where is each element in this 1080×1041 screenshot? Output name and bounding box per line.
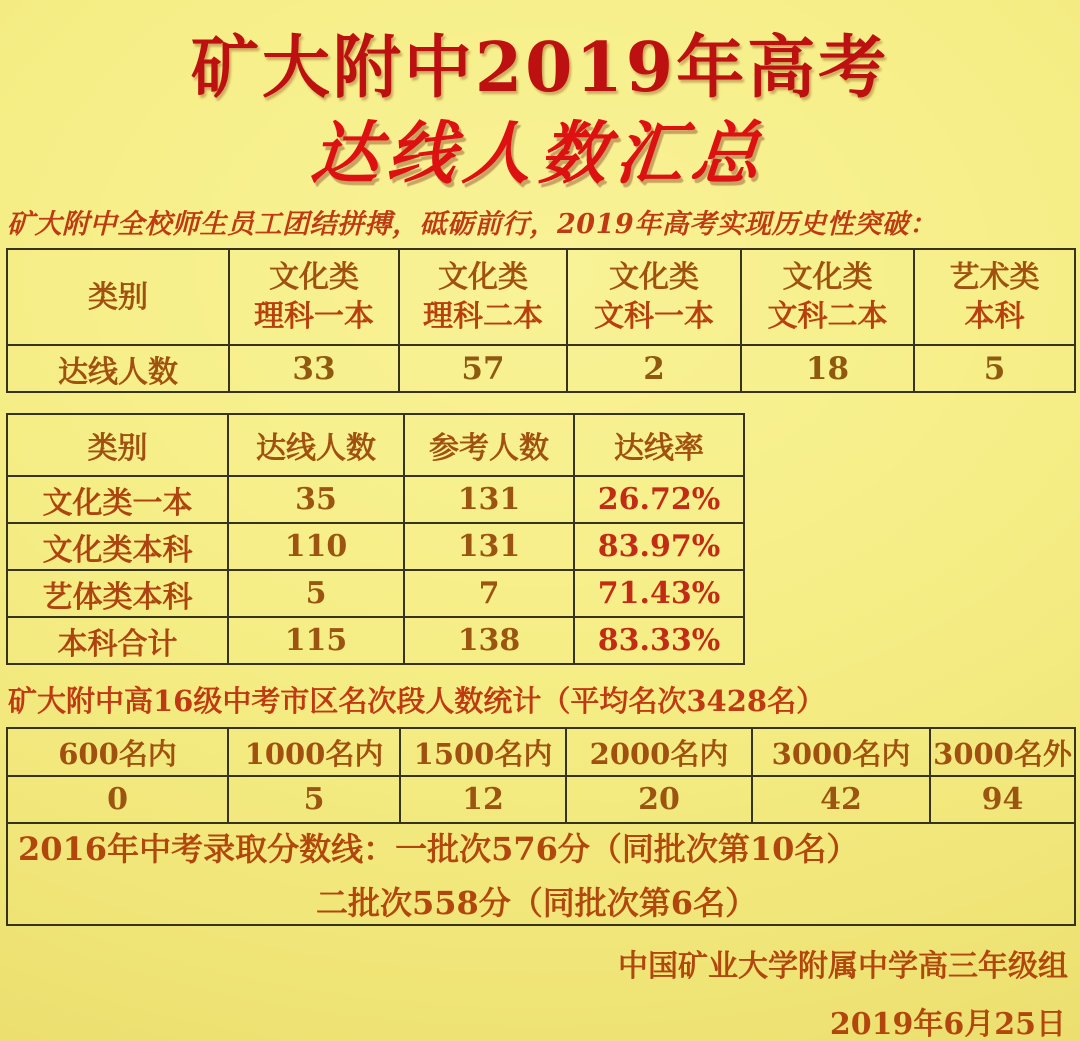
table-header-cell <box>229 249 399 345</box>
table-cell: 138 <box>404 617 574 664</box>
table-header-row <box>7 728 1075 776</box>
table-cell: 0 <box>7 776 228 823</box>
header-line1: 文化类 <box>782 260 873 295</box>
table-cell: 7 <box>404 570 574 617</box>
rank-distribution-caption: 矿大附中高16级中考市区名次段人数统计（平均名次3428名） <box>8 684 826 718</box>
header-line2: 理科二本 <box>423 299 543 334</box>
header-line1: 艺术类 <box>949 260 1040 295</box>
table-header-cell: 2000名内 <box>566 728 752 776</box>
table-cell: 57 <box>399 345 567 392</box>
table-row <box>7 570 744 617</box>
table-cell: 5 <box>228 570 404 617</box>
slogan-text: 矿大附中全校师生员工团结拼搏，砥砺前行，2019年高考实现历史性突破： <box>7 209 937 240</box>
page-title: 矿大附中2019年高考 <box>190 28 890 108</box>
row-label-cell: 艺体类本科 <box>7 570 228 617</box>
table-header-cell: 达线人数 <box>228 414 404 476</box>
table-cell: 115 <box>228 617 404 664</box>
table-header-cell: 类别 <box>7 414 228 476</box>
admission-score-cell <box>7 823 1075 925</box>
table-row <box>7 476 744 523</box>
table-cell: 18 <box>741 345 914 392</box>
row-label-cell: 文化类一本 <box>7 476 228 523</box>
table-header-cell <box>914 249 1075 345</box>
table-row <box>7 345 1075 392</box>
row-label-cell: 本科合计 <box>7 617 228 664</box>
table-header-cell: 1000名内 <box>228 728 400 776</box>
table-cell: 42 <box>752 776 930 823</box>
rank-distribution-table <box>6 727 1076 926</box>
table-cell: 83.33% <box>574 617 744 664</box>
category-summary-table <box>6 248 1076 393</box>
row-label-cell: 文化类本科 <box>7 523 228 570</box>
table-cell: 20 <box>566 776 752 823</box>
header-line2: 文科二本 <box>767 299 888 334</box>
admission-score-line1: 2016年中考录取分数线：一批次576分（同批次第10名） <box>18 830 859 868</box>
table-row <box>7 523 744 570</box>
header-line2: 理科一本 <box>254 299 374 334</box>
table-header-row <box>7 249 1075 345</box>
table-row <box>7 776 1075 823</box>
table-header-cell: 类别 <box>7 249 229 345</box>
row-label-cell: 达线人数 <box>7 345 229 392</box>
footer-date: 2019年6月25日 <box>829 1007 1066 1041</box>
table-row <box>7 823 1075 925</box>
header-line1: 文化类 <box>269 260 359 295</box>
table-header-cell <box>399 249 567 345</box>
header-line1: 文化类 <box>609 260 699 295</box>
header-line2: 本科 <box>964 299 1025 334</box>
table-cell: 33 <box>229 345 399 392</box>
header-line2: 文科一本 <box>594 299 714 334</box>
table-cell: 94 <box>930 776 1075 823</box>
table-cell: 83.97% <box>574 523 744 570</box>
table-header-cell: 1500名内 <box>400 728 566 776</box>
table-cell: 131 <box>404 476 574 523</box>
table-cell: 26.72% <box>574 476 744 523</box>
footer-signature: 中国矿业大学附属中学高三年级组 <box>618 949 1068 984</box>
table-header-cell: 600名内 <box>7 728 228 776</box>
table-cell: 71.43% <box>574 570 744 617</box>
admission-score-line2: 二批次558分（同批次第6名） <box>316 884 758 922</box>
table-header-cell: 3000名外 <box>930 728 1075 776</box>
header-line1: 文化类 <box>438 260 528 295</box>
table-cell: 5 <box>914 345 1075 392</box>
rate-summary-table <box>6 413 745 665</box>
table-header-cell <box>567 249 741 345</box>
table-header-cell <box>741 249 914 345</box>
table-header-row <box>7 414 744 476</box>
table-row <box>7 617 744 664</box>
table-cell: 5 <box>228 776 400 823</box>
table-header-cell: 达线率 <box>574 414 744 476</box>
table-cell: 12 <box>400 776 566 823</box>
table-cell: 131 <box>404 523 574 570</box>
table-cell: 35 <box>228 476 404 523</box>
table-cell: 2 <box>567 345 741 392</box>
table-header-cell: 3000名内 <box>752 728 930 776</box>
table-header-cell: 参考人数 <box>404 414 574 476</box>
table-cell: 110 <box>228 523 404 570</box>
page-subtitle: 达线人数汇总 <box>308 114 772 194</box>
